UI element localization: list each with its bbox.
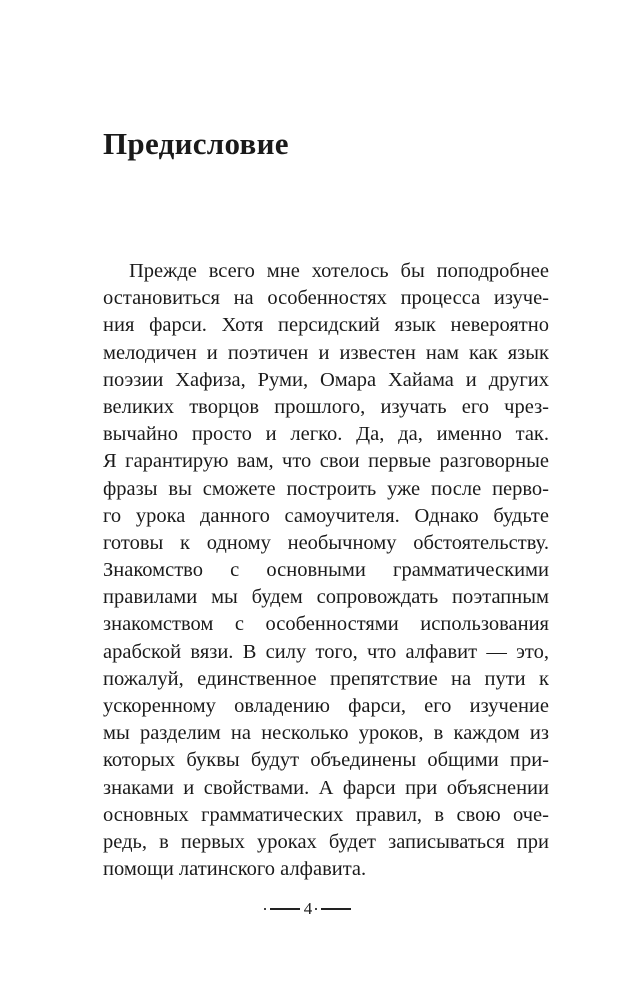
text-line: знакомством с особенностями использования: [103, 613, 549, 636]
text-line: правилами мы будем сопровождать поэтапным: [103, 586, 549, 609]
page-number: 4: [303, 899, 313, 918]
text-line: мелодичен и поэтичен и известен нам как язык: [103, 341, 549, 364]
text-line: го урока данного самоучителя. Однако будьте: [103, 504, 549, 527]
text-line: помощи латинского алфавита.: [103, 858, 367, 881]
text-line: пожалуй, единственное препятствие на пути к: [103, 667, 549, 690]
text-line: Знакомство с основными грамматическими: [103, 559, 549, 582]
text-line: мы разделим на несколько уроков, в каждом из: [103, 722, 549, 745]
footer-dot: [264, 908, 266, 910]
text-line: поэзии Хафиза, Руми, Омара Хайама и других: [103, 368, 549, 391]
text-line: вычайно просто и легко. Да, да, именно так.: [103, 423, 549, 446]
footer-dash-right: [321, 908, 351, 910]
text-line: редь, в первых уроках будет записываться при: [103, 830, 549, 853]
text-line: Я гарантирую вам, что свои первые разговорные: [103, 450, 549, 473]
page-footer: [0, 899, 619, 919]
text-line: великих творцов прошлого, изучать его чрез-: [103, 395, 549, 418]
text-line: знаками и свойствами. А фарси при объяснении: [103, 776, 549, 799]
text-line: Прежде всего мне хотелось бы поподробнее: [129, 260, 549, 282]
preface-paragraph: [103, 258, 549, 883]
text-line: основных грамматических правил, в свою оче-: [103, 803, 549, 826]
text-line: остановиться на особенностях процесса изуче-: [103, 287, 549, 310]
text-line: арабской вязи. В силу того, что алфавит — это,: [103, 640, 549, 663]
text-line: ускоренному овладению фарси, его изучение: [103, 695, 549, 717]
text-line: готовы к одному необычному обстоятельству.: [103, 531, 549, 554]
text-line: ния фарси. Хотя персидский язык невероятно: [103, 314, 549, 337]
footer-dot: [315, 908, 317, 910]
footer-dash-left: [270, 908, 300, 910]
text-line: которых буквы будут объединены общими при-: [103, 749, 549, 772]
text-line: фразы вы сможете построить уже после перво-: [103, 477, 549, 500]
page-title: Предисловие: [103, 126, 289, 161]
